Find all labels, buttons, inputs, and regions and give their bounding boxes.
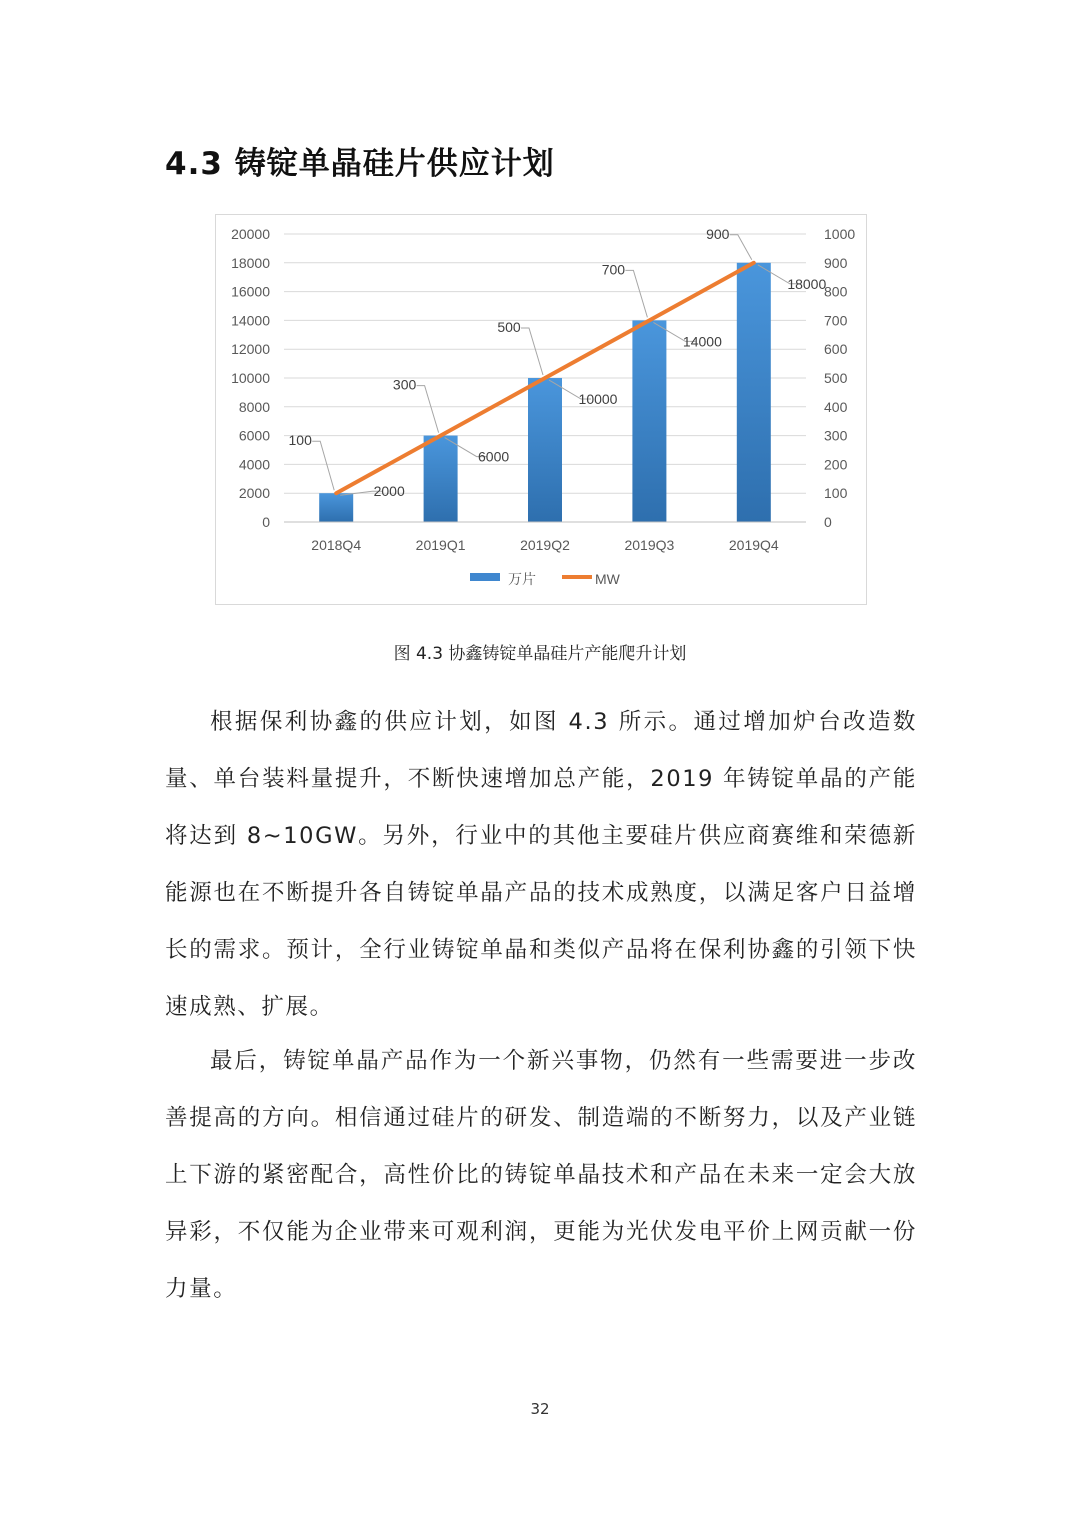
y-left-tick-label: 4000 [238,456,270,473]
x-tick-label: 2019Q3 [624,537,675,553]
line-data-label: 900 [706,225,730,242]
legend-label-bar: 万片 [508,571,536,587]
bar-2019Q3 [632,320,666,522]
y-left-tick-label: 12000 [231,341,270,358]
y-left-tick-label: 6000 [238,427,270,444]
y-right-tick-label: 0 [824,514,832,530]
x-tick-label: 2018Q4 [311,537,362,553]
bar-data-label: 6000 [478,448,510,465]
line-data-label: 100 [288,432,312,449]
y-right-tick-label: 800 [824,283,848,300]
bar-2019Q1 [424,436,458,522]
line-label-leader [730,235,752,260]
line-label-leader [417,386,439,433]
y-left-tick-label: 18000 [231,254,270,271]
bar-2018Q4 [319,493,353,522]
body-paragraph-1: 根据保利协鑫的供应计划，如图 4.3 所示。通过增加炉台改造数量、单台装料量提升，不断快速增加总产能，2019 年铸锭单晶的产能将达到 8~10GW。另外，行业中的其他主要硅片供应商赛维和荣德新能源也在不断提升各自铸锭单晶产品的技术成熟度，以满足客户日益增长的需求。预计，全行业铸锭单晶和类似产品将在保利协鑫的引领下快速成熟、扩展。 [165,709,917,1020]
y-left-tick-label: 0 [262,514,270,530]
x-tick-label: 2019Q4 [728,537,779,553]
line-label-leader [521,328,543,375]
y-left-tick-label: 10000 [231,370,270,386]
x-tick-label: 2019Q2 [520,537,570,553]
y-right-tick-label: 1000 [824,226,856,242]
y-left-tick-label: 14000 [231,312,270,329]
line-label-leader [625,270,647,317]
y-right-tick-label: 700 [824,312,848,329]
y-right-tick-label: 500 [824,370,848,386]
y-left-tick-label: 8000 [238,398,270,415]
y-right-tick-label: 900 [824,254,848,271]
figure-caption: 图 4.3 协鑫铸锭单晶硅片产能爬升计划 [393,644,687,664]
bar-data-label: 18000 [787,275,827,292]
section-title: 4.3 铸锭单晶硅片供应计划 [165,146,555,182]
y-left-tick-label: 20000 [231,226,270,242]
y-left-tick-label: 2000 [238,485,270,502]
line-label-leader [312,441,334,490]
chart-svg [216,215,868,606]
y-right-tick-label: 300 [824,427,848,444]
bar-2019Q4 [737,263,771,522]
legend-swatch-bar [470,573,500,581]
y-right-tick-label: 400 [824,398,848,415]
y-right-tick-label: 600 [824,341,848,358]
bar-2019Q2 [528,378,562,522]
bar-data-label: 14000 [682,333,722,350]
line-data-label: 500 [497,319,521,335]
line-data-label: 300 [392,376,417,393]
body-paragraph-2: 最后，铸锭单晶产品作为一个新兴事物，仍然有一些需要进一步改善提高的方向。相信通过硅片的研发、制造端的不断努力，以及产业链上下游的紧密配合，高性价比的铸锭单晶技术和产品在未来一定会大放异彩，不仅能为企业带来可观利润，更能为光伏发电平价上网贡献一份力量。 [165,1048,917,1302]
line-data-label: 700 [601,261,626,278]
bar-data-label: 2000 [373,483,405,500]
y-left-tick-label: 16000 [231,283,270,300]
legend-label-line: MW [595,571,620,587]
page-number: 32 [530,1400,550,1418]
y-right-tick-label: 100 [824,485,848,502]
capacity-chart [215,214,867,605]
x-tick-label: 2019Q1 [415,537,466,553]
y-right-tick-label: 200 [824,456,848,473]
bar-data-label: 10000 [578,391,618,407]
